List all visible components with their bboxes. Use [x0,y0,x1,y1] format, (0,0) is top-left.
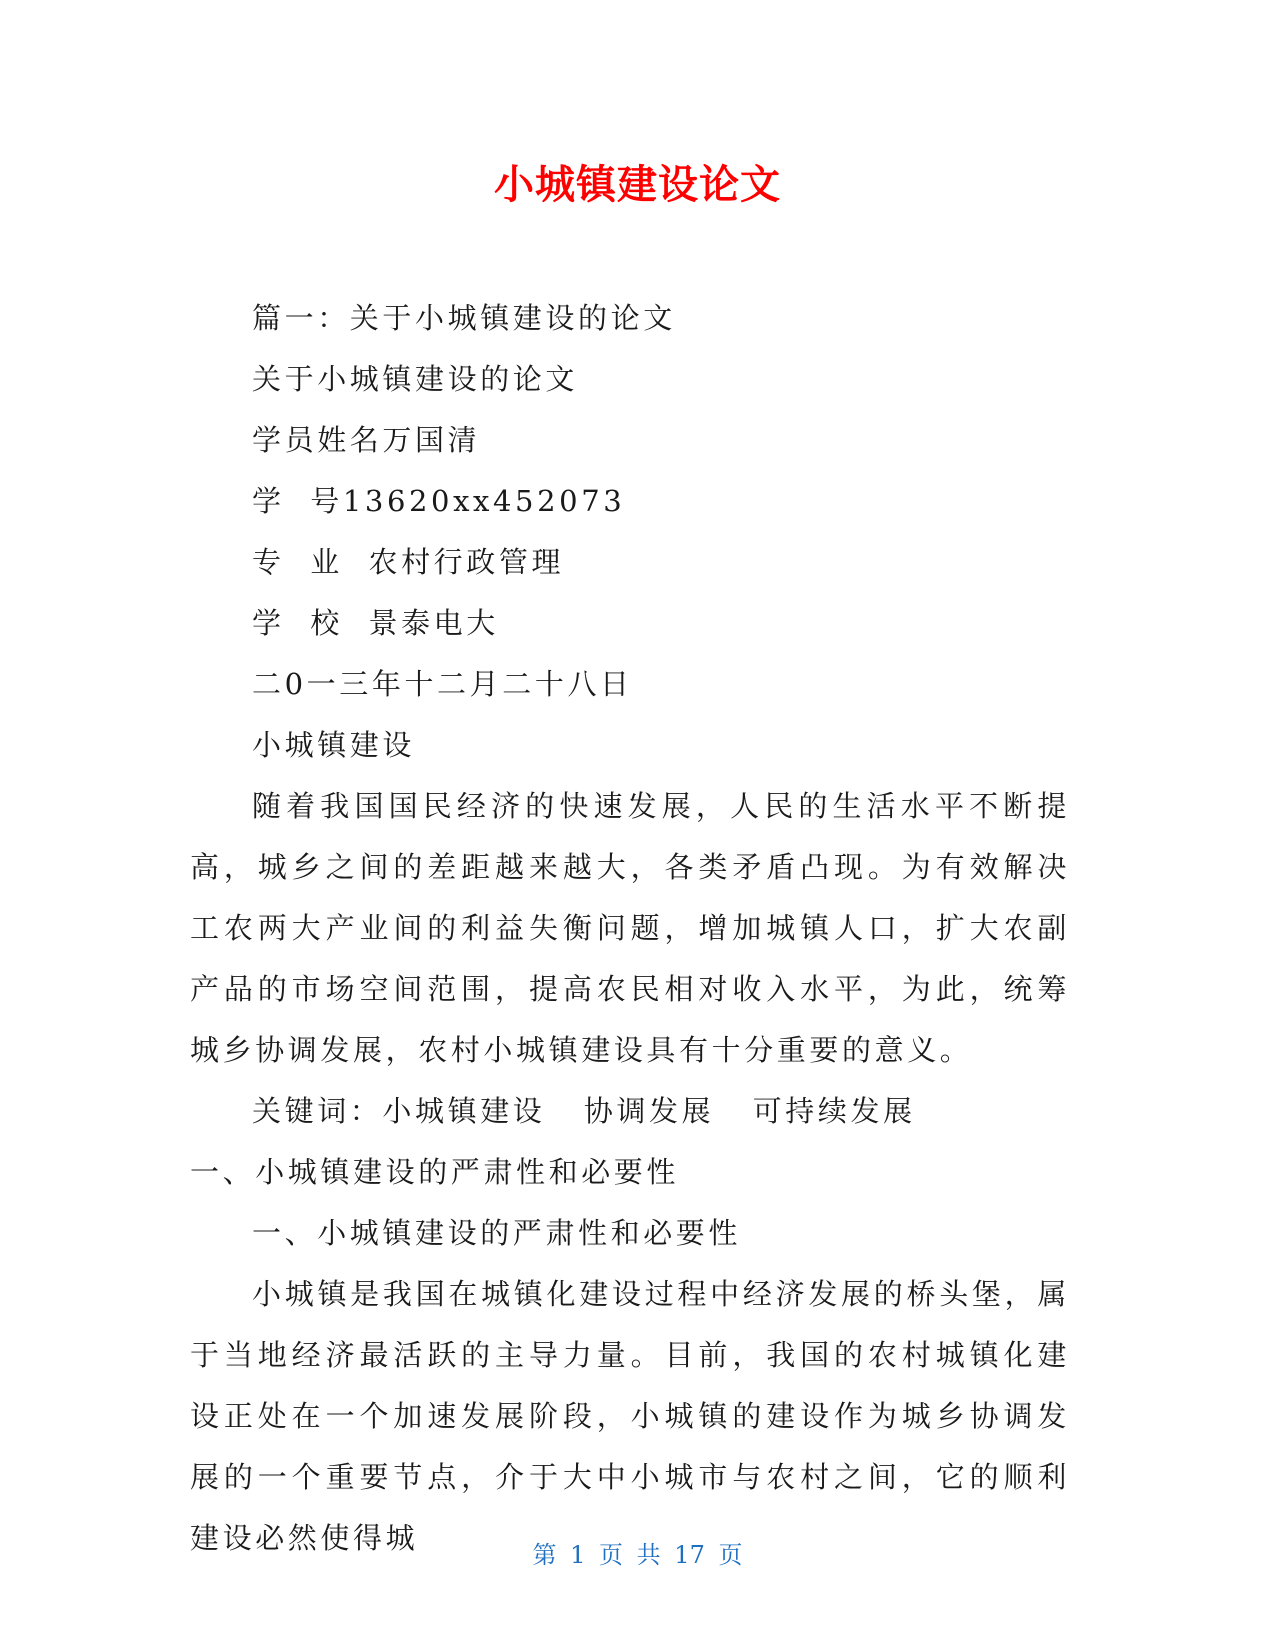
document-body [190,288,1070,1569]
paper-title-line: 关于小城镇建设的论文 [252,362,579,396]
section-heading: 一、小城镇建设的严肃性和必要性 [190,1155,680,1189]
school-line: 学 校 景泰电大 [252,606,499,640]
keywords-line: 关键词：小城镇建设 协调发展 可持续发展 [252,1094,916,1128]
document-title: 小城镇建设论文 [494,162,781,208]
section-heading-indented: 一、小城镇建设的严肃性和必要性 [252,1216,742,1250]
section-title: 小城镇建设 [252,728,416,762]
student-name-line: 学员姓名万国清 [252,423,481,457]
intro-paragraph: 随着我国国民经济的快速发展，人民的生活水平不断提高，城乡之间的差距越来越大，各类矛盾凸现。为有效解决工农两大产业间的利益失衡问题，增加城镇人口，扩大农副产品的市场空间范围，提高农民相对收入水平，为此，统筹城乡协调发展，农村小城镇建设具有十分重要的意义。 [190,789,1070,1067]
body-paragraph: 小城镇是我国在城镇化建设过程中经济发展的桥头堡，属于当地经济最活跃的主导力量。目前，我国的农村城镇化建设正处在一个加速发展阶段，小城镇的建设作为城乡协调发展的一个重要节点，介于大中小城市与农村之间，它的顺利建设必然使得城 [190,1277,1070,1555]
date-line: 二0一三年十二月二十八日 [252,667,633,701]
major-line: 专 业 农村行政管理 [252,545,565,579]
student-id-line: 学 号13620xx452073 [252,484,626,518]
page-number-footer: 第 1 页 共 17 页 [532,1541,743,1569]
chapter-heading: 篇一：关于小城镇建设的论文 [252,301,676,335]
